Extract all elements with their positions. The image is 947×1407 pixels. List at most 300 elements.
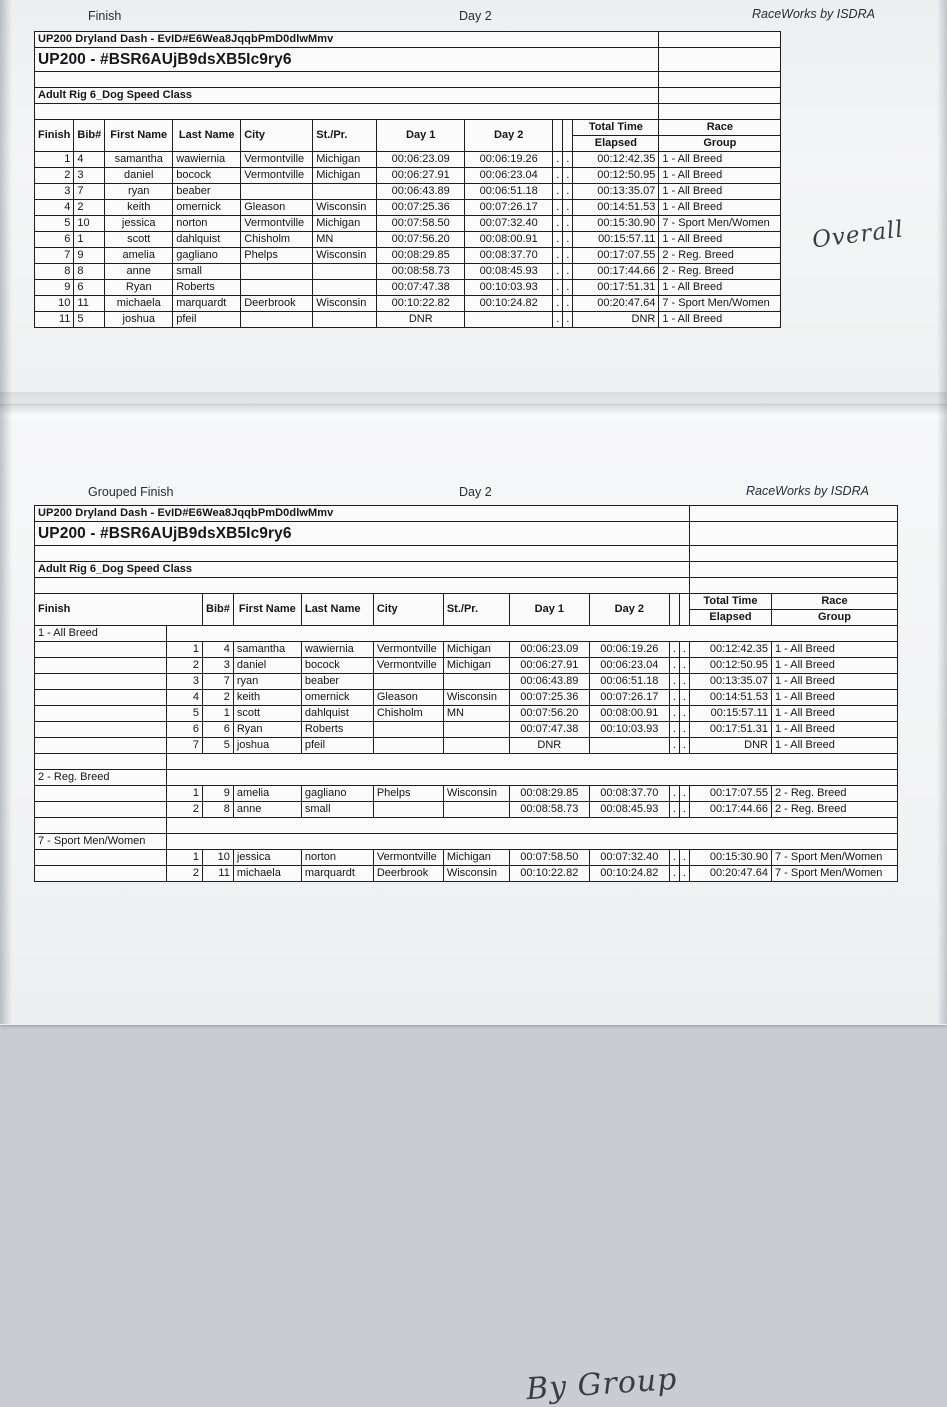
result-first-name: joshua bbox=[105, 312, 173, 328]
result-bib-number: 9 bbox=[74, 248, 105, 264]
group-header-row bbox=[35, 626, 898, 642]
result-total-elapsed: 00:17:51.31 bbox=[573, 280, 659, 296]
result-state: Wisconsin bbox=[313, 200, 377, 216]
result-city: Deerbrook bbox=[241, 296, 313, 312]
result-day2-time: 00:08:00.91 bbox=[465, 232, 553, 248]
result-state bbox=[313, 264, 377, 280]
report-subtitle-bottom: UP200 - #BSR6AUjB9dsXB5Ic9ry6 bbox=[35, 522, 690, 546]
group-indent-cell bbox=[35, 850, 167, 866]
result-city bbox=[373, 722, 443, 738]
result-race-group: 1 - All Breed bbox=[659, 312, 781, 328]
table-row bbox=[35, 866, 898, 882]
result-first-name: samantha bbox=[233, 642, 301, 658]
result-bib-number: 11 bbox=[74, 296, 105, 312]
result-bib-number: 6 bbox=[74, 280, 105, 296]
result-dot-a: . bbox=[669, 642, 679, 658]
result-city bbox=[241, 280, 313, 296]
result-day1-time: 00:07:25.36 bbox=[509, 690, 589, 706]
result-state: Wisconsin bbox=[313, 296, 377, 312]
result-last-name: gagliano bbox=[173, 248, 241, 264]
report-subtitle-top: UP200 - #BSR6AUjB9dsXB5Ic9ry6 bbox=[35, 48, 659, 72]
result-day2-time: 00:06:23.04 bbox=[589, 658, 669, 674]
result-state: Michigan bbox=[443, 850, 509, 866]
result-city: Vermontville bbox=[241, 168, 313, 184]
overall-results-body bbox=[35, 152, 781, 328]
result-bib-number: 11 bbox=[203, 866, 234, 882]
result-last-name: small bbox=[301, 802, 373, 818]
class-name-top: Adult Rig 6_Dog Speed Class bbox=[35, 88, 659, 104]
group-header-row bbox=[35, 770, 898, 786]
result-dot-b: . bbox=[563, 280, 573, 296]
result-race-group: 1 - All Breed bbox=[771, 722, 897, 738]
result-dot-b: . bbox=[679, 658, 689, 674]
result-day1-time: 00:08:29.85 bbox=[377, 248, 465, 264]
printout-sheet-overall bbox=[0, 0, 947, 404]
table-row bbox=[35, 658, 898, 674]
result-dot-a: . bbox=[669, 674, 679, 690]
header-row-upper bbox=[35, 594, 898, 610]
title-row-spacer bbox=[659, 32, 781, 48]
result-total-elapsed: 00:12:50.95 bbox=[573, 168, 659, 184]
result-race-group: 1 - All Breed bbox=[659, 280, 781, 296]
result-first-name: ryan bbox=[105, 184, 173, 200]
result-first-name: anne bbox=[233, 802, 301, 818]
subtitle-row-spacer bbox=[689, 522, 897, 546]
result-day1-time: 00:07:56.20 bbox=[377, 232, 465, 248]
col-header-last-name: Last Name bbox=[301, 594, 373, 626]
title-row-spacer bbox=[689, 506, 897, 522]
result-first-name: keith bbox=[233, 690, 301, 706]
result-race-group: 1 - All Breed bbox=[659, 200, 781, 216]
result-city: Chisholm bbox=[241, 232, 313, 248]
result-bib-number: 10 bbox=[74, 216, 105, 232]
result-last-name: beaber bbox=[173, 184, 241, 200]
table-row bbox=[35, 706, 898, 722]
result-first-name: samantha bbox=[105, 152, 173, 168]
result-last-name: small bbox=[173, 264, 241, 280]
result-day2-time: 00:07:32.40 bbox=[589, 850, 669, 866]
col-header-first-name: First Name bbox=[105, 120, 173, 152]
result-total-elapsed: 00:12:42.35 bbox=[573, 152, 659, 168]
group-header-filler bbox=[167, 770, 898, 786]
result-bib-number: 7 bbox=[203, 674, 234, 690]
result-finish-place: 6 bbox=[167, 722, 203, 738]
result-day1-time: 00:06:27.91 bbox=[377, 168, 465, 184]
report-title-top: UP200 Dryland Dash - EvID#E6Wea8JqqbPmD0dlwMmv bbox=[35, 32, 659, 48]
result-first-name: michaela bbox=[233, 866, 301, 882]
result-finish-place: 2 bbox=[35, 168, 74, 184]
result-race-group: 1 - All Breed bbox=[659, 152, 781, 168]
col-header-day1: Day 1 bbox=[509, 594, 589, 626]
result-finish-place: 1 bbox=[167, 786, 203, 802]
result-day2-time: 00:07:32.40 bbox=[465, 216, 553, 232]
result-dot-b: . bbox=[679, 786, 689, 802]
result-state: Wisconsin bbox=[313, 248, 377, 264]
header-row-upper bbox=[35, 120, 781, 136]
spacer-cell-right bbox=[659, 72, 781, 88]
result-last-name: bocock bbox=[301, 658, 373, 674]
result-city: Vermontville bbox=[241, 216, 313, 232]
result-day1-time: 00:07:58.50 bbox=[509, 850, 589, 866]
group-indent-cell bbox=[35, 642, 167, 658]
spacer-row-2 bbox=[35, 104, 781, 120]
result-total-elapsed: 00:15:30.90 bbox=[573, 216, 659, 232]
result-first-name: jessica bbox=[233, 850, 301, 866]
table-row bbox=[35, 674, 898, 690]
table-row bbox=[35, 216, 781, 232]
result-dot-a: . bbox=[553, 200, 563, 216]
result-dot-b: . bbox=[679, 690, 689, 706]
result-race-group: 2 - Reg. Breed bbox=[659, 264, 781, 280]
result-bib-number: 4 bbox=[74, 152, 105, 168]
result-last-name: beaber bbox=[301, 674, 373, 690]
group-spacer-row bbox=[35, 754, 898, 770]
result-state bbox=[443, 674, 509, 690]
result-first-name: Ryan bbox=[105, 280, 173, 296]
result-first-name: scott bbox=[105, 232, 173, 248]
col-header-day2: Day 2 bbox=[465, 120, 553, 152]
result-bib-number: 5 bbox=[74, 312, 105, 328]
class-row bbox=[35, 88, 781, 104]
result-race-group: 7 - Sport Men/Women bbox=[659, 296, 781, 312]
result-dot-b: . bbox=[563, 184, 573, 200]
col-header-state: St./Pr. bbox=[313, 120, 377, 152]
result-state: MN bbox=[443, 706, 509, 722]
result-total-elapsed: 00:20:47.64 bbox=[573, 296, 659, 312]
result-day1-time: 00:06:23.09 bbox=[377, 152, 465, 168]
result-city bbox=[241, 184, 313, 200]
result-day2-time: 00:08:45.93 bbox=[589, 802, 669, 818]
result-dot-a: . bbox=[553, 152, 563, 168]
subtitle-row-spacer bbox=[659, 48, 781, 72]
result-bib-number: 5 bbox=[203, 738, 234, 754]
result-race-group: 1 - All Breed bbox=[771, 658, 897, 674]
col-header-dot-a bbox=[669, 594, 679, 626]
col-header-finish: Finish bbox=[35, 594, 203, 626]
result-day2-time: 00:08:37.70 bbox=[589, 786, 669, 802]
result-dot-b: . bbox=[563, 248, 573, 264]
page-header-left-bottom: Grouped Finish bbox=[88, 485, 174, 499]
spacer-cell-right bbox=[689, 578, 897, 594]
result-first-name: Ryan bbox=[233, 722, 301, 738]
result-finish-place: 3 bbox=[35, 184, 74, 200]
class-row-spacer bbox=[659, 88, 781, 104]
group-header-row bbox=[35, 834, 898, 850]
result-last-name: pfeil bbox=[301, 738, 373, 754]
result-day2-time: 00:08:00.91 bbox=[589, 706, 669, 722]
result-day1-time: 00:08:58.73 bbox=[377, 264, 465, 280]
result-last-name: omernick bbox=[173, 200, 241, 216]
result-city: Gleason bbox=[373, 690, 443, 706]
col-header-total-time-line2: Elapsed bbox=[573, 136, 659, 152]
group-indent-cell bbox=[35, 738, 167, 754]
result-finish-place: 5 bbox=[167, 706, 203, 722]
table-row bbox=[35, 232, 781, 248]
result-finish-place: 3 bbox=[167, 674, 203, 690]
table-row bbox=[35, 802, 898, 818]
col-header-day1: Day 1 bbox=[377, 120, 465, 152]
result-state: Michigan bbox=[313, 216, 377, 232]
grouped-results-table bbox=[34, 505, 898, 882]
result-city bbox=[373, 802, 443, 818]
result-finish-place: 8 bbox=[35, 264, 74, 280]
result-total-elapsed: DNR bbox=[573, 312, 659, 328]
group-indent-cell bbox=[35, 786, 167, 802]
result-dot-a: . bbox=[669, 786, 679, 802]
col-header-finish: Finish bbox=[35, 120, 74, 152]
group-indent-cell bbox=[35, 866, 167, 882]
result-last-name: Roberts bbox=[301, 722, 373, 738]
col-header-total-time-line1: Total Time bbox=[689, 594, 771, 610]
result-day2-time: 00:06:51.18 bbox=[589, 674, 669, 690]
result-total-elapsed: 00:17:44.66 bbox=[689, 802, 771, 818]
result-dot-a: . bbox=[553, 184, 563, 200]
page-header-left-top: Finish bbox=[88, 9, 122, 23]
spacer-row-2 bbox=[35, 578, 898, 594]
result-total-elapsed: 00:17:07.55 bbox=[573, 248, 659, 264]
result-race-group: 2 - Reg. Breed bbox=[771, 802, 897, 818]
result-finish-place: 7 bbox=[35, 248, 74, 264]
result-day2-time bbox=[465, 312, 553, 328]
result-finish-place: 1 bbox=[167, 850, 203, 866]
result-last-name: pfeil bbox=[173, 312, 241, 328]
result-day2-time: 00:06:51.18 bbox=[465, 184, 553, 200]
result-dot-a: . bbox=[669, 690, 679, 706]
group-header-label: 7 - Sport Men/Women bbox=[35, 834, 167, 850]
result-dot-b: . bbox=[563, 216, 573, 232]
result-state: Wisconsin bbox=[443, 690, 509, 706]
result-state: Michigan bbox=[443, 642, 509, 658]
result-day1-time: DNR bbox=[509, 738, 589, 754]
result-dot-b: . bbox=[679, 642, 689, 658]
group-indent-cell bbox=[35, 690, 167, 706]
result-race-group: 1 - All Breed bbox=[659, 232, 781, 248]
table-row bbox=[35, 786, 898, 802]
result-race-group: 1 - All Breed bbox=[771, 690, 897, 706]
result-finish-place: 11 bbox=[35, 312, 74, 328]
result-bib-number: 2 bbox=[203, 690, 234, 706]
result-finish-place: 4 bbox=[35, 200, 74, 216]
result-day1-time: 00:07:47.38 bbox=[377, 280, 465, 296]
result-dot-b: . bbox=[679, 706, 689, 722]
result-dot-a: . bbox=[553, 168, 563, 184]
table-row bbox=[35, 312, 781, 328]
overall-results-table bbox=[34, 31, 781, 328]
result-first-name: daniel bbox=[105, 168, 173, 184]
result-finish-place: 1 bbox=[167, 642, 203, 658]
result-bib-number: 1 bbox=[74, 232, 105, 248]
result-last-name: omernick bbox=[301, 690, 373, 706]
result-state: Michigan bbox=[313, 168, 377, 184]
result-total-elapsed: DNR bbox=[689, 738, 771, 754]
col-header-race-group-line2: Group bbox=[659, 136, 781, 152]
result-last-name: dahlquist bbox=[173, 232, 241, 248]
result-race-group: 1 - All Breed bbox=[771, 738, 897, 754]
result-day2-time: 00:06:19.26 bbox=[589, 642, 669, 658]
class-row bbox=[35, 562, 898, 578]
col-header-city: City bbox=[241, 120, 313, 152]
page-header-right-top: RaceWorks by ISDRA bbox=[752, 7, 875, 21]
page-header-middle-top: Day 2 bbox=[459, 9, 492, 23]
title-row bbox=[35, 32, 781, 48]
table-row bbox=[35, 248, 781, 264]
result-race-group: 2 - Reg. Breed bbox=[771, 786, 897, 802]
col-header-dot-a bbox=[553, 120, 563, 152]
result-state bbox=[443, 722, 509, 738]
title-row bbox=[35, 506, 898, 522]
group-spacer-cell-wide bbox=[167, 754, 898, 770]
result-finish-place: 2 bbox=[167, 658, 203, 674]
class-name-bottom: Adult Rig 6_Dog Speed Class bbox=[35, 562, 690, 578]
result-finish-place: 1 bbox=[35, 152, 74, 168]
result-day2-time: 00:10:24.82 bbox=[465, 296, 553, 312]
result-bib-number: 2 bbox=[74, 200, 105, 216]
result-race-group: 1 - All Breed bbox=[659, 168, 781, 184]
result-day1-time: 00:07:47.38 bbox=[509, 722, 589, 738]
result-state bbox=[443, 738, 509, 754]
result-dot-b: . bbox=[563, 200, 573, 216]
result-day1-time: DNR bbox=[377, 312, 465, 328]
group-spacer-cell bbox=[35, 754, 167, 770]
result-dot-b: . bbox=[563, 152, 573, 168]
result-dot-a: . bbox=[669, 802, 679, 818]
group-spacer-cell-wide bbox=[167, 818, 898, 834]
result-first-name: joshua bbox=[233, 738, 301, 754]
spacer-cell bbox=[35, 546, 690, 562]
result-day1-time: 00:06:43.89 bbox=[377, 184, 465, 200]
table-row bbox=[35, 280, 781, 296]
result-city bbox=[373, 738, 443, 754]
result-day2-time: 00:07:26.17 bbox=[589, 690, 669, 706]
result-city: Chisholm bbox=[373, 706, 443, 722]
result-state bbox=[313, 312, 377, 328]
result-last-name: norton bbox=[301, 850, 373, 866]
group-header-filler bbox=[167, 626, 898, 642]
spacer-row-1 bbox=[35, 546, 898, 562]
result-total-elapsed: 00:17:51.31 bbox=[689, 722, 771, 738]
result-last-name: bocock bbox=[173, 168, 241, 184]
table-row bbox=[35, 200, 781, 216]
spacer-cell bbox=[35, 72, 659, 88]
result-state bbox=[313, 280, 377, 296]
result-dot-b: . bbox=[679, 866, 689, 882]
spacer-row-1 bbox=[35, 72, 781, 88]
col-header-day2: Day 2 bbox=[589, 594, 669, 626]
result-total-elapsed: 00:13:35.07 bbox=[573, 184, 659, 200]
col-header-state: St./Pr. bbox=[443, 594, 509, 626]
result-bib-number: 3 bbox=[203, 658, 234, 674]
result-day1-time: 00:06:43.89 bbox=[509, 674, 589, 690]
result-dot-a: . bbox=[553, 312, 563, 328]
result-dot-b: . bbox=[679, 802, 689, 818]
result-day1-time: 00:10:22.82 bbox=[509, 866, 589, 882]
result-dot-a: . bbox=[553, 296, 563, 312]
table-row bbox=[35, 184, 781, 200]
result-total-elapsed: 00:15:57.11 bbox=[689, 706, 771, 722]
result-day1-time: 00:07:25.36 bbox=[377, 200, 465, 216]
col-header-dot-b bbox=[679, 594, 689, 626]
result-city bbox=[373, 674, 443, 690]
result-first-name: jessica bbox=[105, 216, 173, 232]
result-state: Michigan bbox=[313, 152, 377, 168]
result-finish-place: 2 bbox=[167, 866, 203, 882]
result-last-name: wawiernia bbox=[301, 642, 373, 658]
result-dot-b: . bbox=[563, 312, 573, 328]
result-race-group: 7 - Sport Men/Women bbox=[771, 866, 897, 882]
result-day2-time: 00:10:24.82 bbox=[589, 866, 669, 882]
result-bib-number: 1 bbox=[203, 706, 234, 722]
result-last-name: Roberts bbox=[173, 280, 241, 296]
result-bib-number: 8 bbox=[74, 264, 105, 280]
page-header-right-bottom: RaceWorks by ISDRA bbox=[746, 484, 869, 498]
class-row-spacer bbox=[689, 562, 897, 578]
group-indent-cell bbox=[35, 674, 167, 690]
result-dot-a: . bbox=[553, 264, 563, 280]
page-header-middle-bottom: Day 2 bbox=[459, 485, 492, 499]
col-header-race-group-line1: Race bbox=[771, 594, 897, 610]
result-state: Michigan bbox=[443, 658, 509, 674]
result-day2-time: 00:10:03.93 bbox=[465, 280, 553, 296]
spacer-cell bbox=[35, 104, 659, 120]
result-last-name: marquardt bbox=[173, 296, 241, 312]
result-race-group: 2 - Reg. Breed bbox=[659, 248, 781, 264]
result-race-group: 1 - All Breed bbox=[771, 674, 897, 690]
result-day1-time: 00:10:22.82 bbox=[377, 296, 465, 312]
result-state: Wisconsin bbox=[443, 786, 509, 802]
result-finish-place: 4 bbox=[167, 690, 203, 706]
col-header-last-name: Last Name bbox=[173, 120, 241, 152]
result-bib-number: 7 bbox=[74, 184, 105, 200]
result-total-elapsed: 00:17:44.66 bbox=[573, 264, 659, 280]
result-race-group: 1 - All Breed bbox=[659, 184, 781, 200]
result-last-name: norton bbox=[173, 216, 241, 232]
result-dot-b: . bbox=[679, 850, 689, 866]
result-dot-b: . bbox=[679, 738, 689, 754]
result-dot-a: . bbox=[669, 850, 679, 866]
result-city: Vermontville bbox=[373, 642, 443, 658]
report-title-bottom: UP200 Dryland Dash - EvID#E6Wea8JqqbPmD0dlwMmv bbox=[35, 506, 690, 522]
result-last-name: wawiernia bbox=[173, 152, 241, 168]
table-row bbox=[35, 152, 781, 168]
group-header-filler bbox=[167, 834, 898, 850]
result-last-name: marquardt bbox=[301, 866, 373, 882]
result-total-elapsed: 00:12:42.35 bbox=[689, 642, 771, 658]
result-first-name: ryan bbox=[233, 674, 301, 690]
result-bib-number: 8 bbox=[203, 802, 234, 818]
result-dot-a: . bbox=[669, 706, 679, 722]
table-row bbox=[35, 738, 898, 754]
result-dot-a: . bbox=[669, 866, 679, 882]
group-indent-cell bbox=[35, 802, 167, 818]
result-day2-time: 00:08:45.93 bbox=[465, 264, 553, 280]
col-header-bib: Bib# bbox=[203, 594, 234, 626]
subtitle-row bbox=[35, 522, 898, 546]
spacer-cell bbox=[35, 578, 690, 594]
result-bib-number: 3 bbox=[74, 168, 105, 184]
table-row bbox=[35, 264, 781, 280]
result-dot-b: . bbox=[563, 168, 573, 184]
result-first-name: anne bbox=[105, 264, 173, 280]
result-bib-number: 10 bbox=[203, 850, 234, 866]
col-header-race-group-line2: Group bbox=[771, 610, 897, 626]
result-day1-time: 00:07:58.50 bbox=[377, 216, 465, 232]
col-header-first-name: First Name bbox=[233, 594, 301, 626]
result-bib-number: 6 bbox=[203, 722, 234, 738]
result-dot-b: . bbox=[563, 296, 573, 312]
result-dot-a: . bbox=[669, 738, 679, 754]
result-dot-b: . bbox=[679, 722, 689, 738]
result-first-name: amelia bbox=[233, 786, 301, 802]
